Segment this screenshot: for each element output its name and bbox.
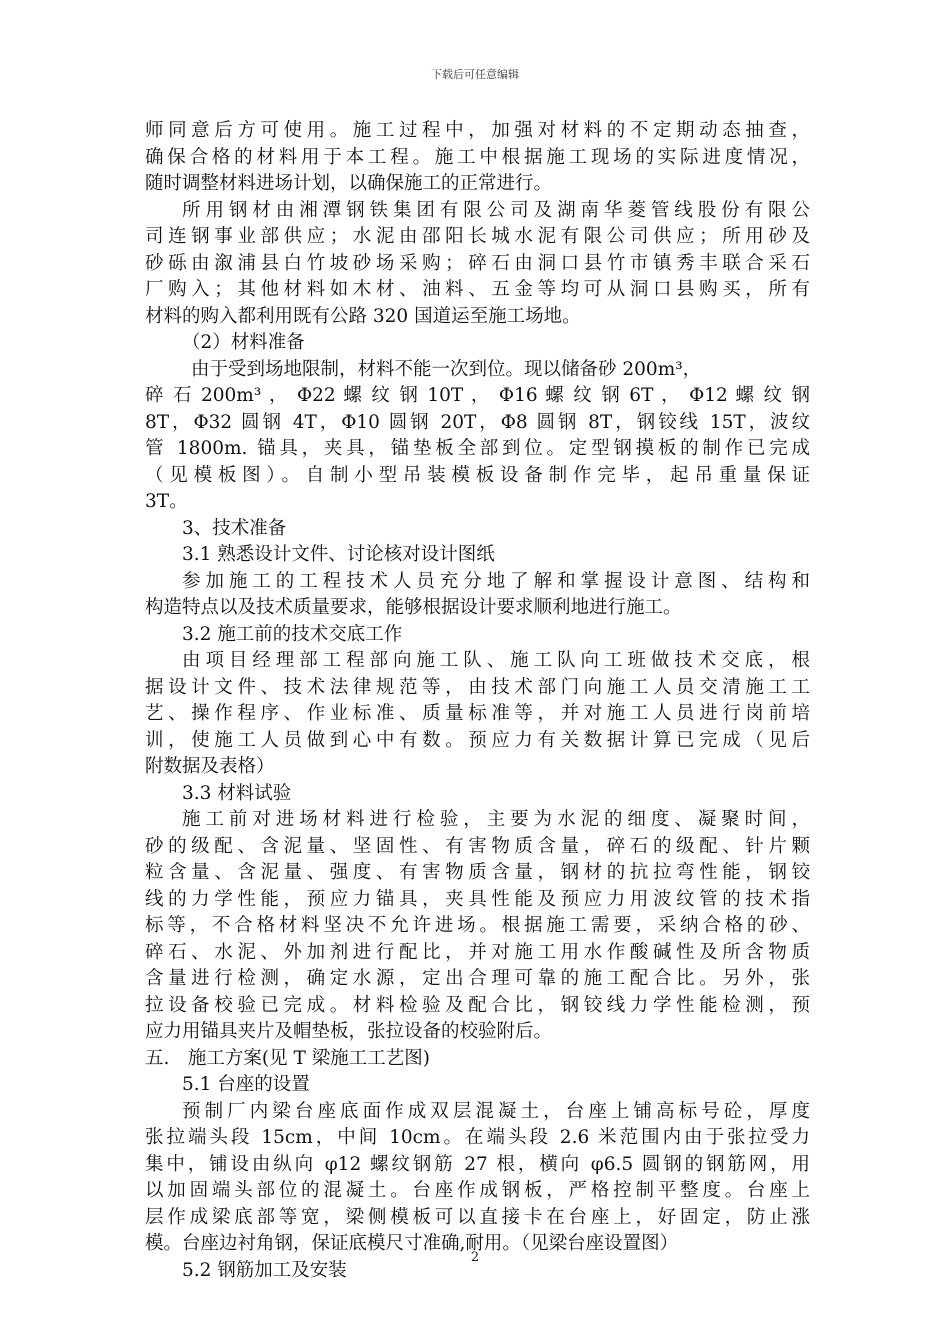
text-line: 3.2 施工前的技术交底工作: [182, 623, 403, 645]
text-line: 3.3 材料试验: [182, 782, 292, 804]
text-line: 5.1 台座的设置: [182, 1074, 310, 1095]
text-line: （2）材料准备: [182, 332, 305, 353]
text-line: 管 1800m. 锚具，夹具，锚垫板全部到位。定型钢摸板的制作已完成: [145, 438, 810, 459]
text-line: 训，使施工人员做到心中有数。预应力有关数据计算已完成（见后: [145, 729, 810, 751]
text-line: 施工前对进场材料进行检验，主要为水泥的细度、凝聚时间，: [182, 809, 810, 830]
text-line: 拉设备校验已完成。材料检验及配合比，钢铰线力学性能检测，预: [145, 994, 810, 1016]
page-header: 下载后可任意编辑: [431, 68, 519, 81]
text-line: 张拉端头段 15cm，中间 10cm。在端头段 2.6 米范围内由于张拉受力: [145, 1127, 810, 1148]
text-line: 线的力学性能，预应力锚具，夹具性能及预应力用波纹管的技术指: [145, 888, 810, 910]
text-line: 模。台座边衬角钢，保证底模尺寸准确,耐用。（见梁台座设置图）: [145, 1233, 679, 1254]
text-line: 集中，铺设由纵向 φ12 螺纹钢筋 27 根，横向 φ6.5 圆钢的钢筋网，用: [145, 1153, 810, 1175]
text-line: 8T，Φ32 圆钢 4T，Φ10 圆钢 20T，Φ8 圆钢 8T，钢铰线 15T，波纹: [145, 411, 810, 433]
text-line: 3T。: [145, 491, 188, 512]
text-line: 3.1 熟悉设计文件、讨论核对设计图纸: [182, 544, 495, 565]
text-line: 五. 施工方案(见 T 梁施工工艺图): [145, 1047, 430, 1069]
text-line: 5.2 钢筋加工及安装: [182, 1259, 347, 1281]
text-line: 所用钢材由湘潭钢铁集团有限公司及湖南华菱管线股份有限公: [182, 199, 810, 221]
document-body: [145, 118, 810, 1284]
page-number: 2: [470, 1250, 480, 1265]
text-line: （见模板图）。自制小型吊装模板设备制作完毕，起吊重量保证: [145, 464, 810, 486]
text-line: 据设计文件、技术法律规范等，由技术部门向施工人员交清施工工: [145, 676, 810, 698]
text-line: 艺、操作程序、作业标准、质量标准等，并对施工人员进行岗前培: [145, 703, 810, 724]
text-line: 司连钢事业部供应；水泥由邵阳长城水泥有限公司供应；所用砂及: [145, 226, 810, 247]
text-line: 师同意后方可使用。施工过程中，加强对材料的不定期动态抽查，: [145, 120, 810, 141]
text-line: 厂购入；其他材料如木材、油料、五金等均可从洞口县购买，所有: [145, 279, 810, 300]
text-line: 参加施工的工程技术人员充分地了解和掌握设计意图、结构和: [182, 570, 810, 592]
text-line: 层作成梁底部等宽，梁侧模板可以直接卡在台座上，好固定，防止涨: [145, 1206, 810, 1228]
text-line: 含量进行检测，确定水源，定出合理可靠的施工配合比。另外，张: [145, 968, 810, 989]
text-line: 确保合格的材料用于本工程。施工中根据施工现场的实际进度情况，: [145, 146, 810, 168]
text-line: 应力用锚具夹片及帽垫板，张拉设备的校验附后。: [145, 1021, 553, 1042]
text-line: 砂砾由溆浦县白竹坡砂场采购；碎石由洞口县竹市镇秀丰联合采石: [145, 252, 810, 274]
text-line: 预制厂内梁台座底面作成双层混凝土，台座上铺高标号砼，厚度: [182, 1100, 810, 1122]
text-line: 碎 石 200m³ ， Φ22 螺 纹 钢 10T ， Φ16 螺 纹 钢 6T ， Φ12 螺 纹 钢: [145, 385, 810, 406]
text-line: 碎石、水泥、外加剂进行配比，并对施工用水作酸碱性及所含物质: [145, 941, 810, 963]
text-line: 附数据及表格）: [145, 756, 275, 777]
text-line: 标等，不合格材料坚决不允许进场。根据施工需要，采纳合格的砂、: [145, 915, 810, 936]
text-line: 随时调整材料进场计划，以确保施工的正常进行。: [145, 173, 553, 194]
text-line: 构造特点以及技术质量要求，能够根据设计要求顺利地进行施工。: [145, 597, 682, 618]
text-line: 材料的购入都利用既有公路 320 国道运至施工场地。: [145, 305, 581, 327]
text-line: 粒含量、含泥量、强度、有害物质含量，钢材的抗拉弯性能，钢铰: [145, 862, 810, 883]
text-line: 由于受到场地限制，材料不能一次到位。现以储备砂 200m³，: [191, 358, 702, 380]
text-line: 砂的级配、含泥量、坚固性、有害物质含量，碎石的级配、针片颗: [145, 835, 810, 857]
text-line: 由项目经理部工程部向施工队、施工队向工班做技术交底，根: [182, 650, 810, 671]
text-line: 以加固端头部位的混凝土。台座作成钢板，严格控制平整度。台座上: [145, 1180, 810, 1201]
text-line: 3、技术准备: [182, 517, 287, 539]
